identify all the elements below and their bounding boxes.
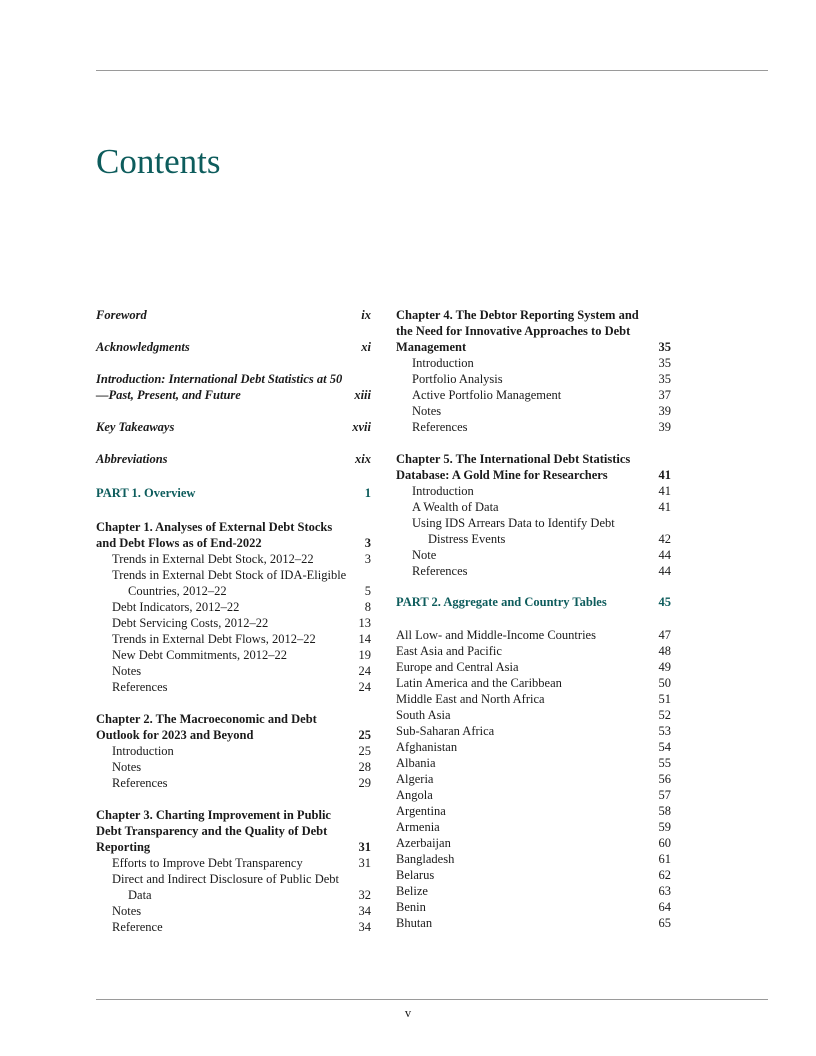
toc-subentry[interactable] xyxy=(96,679,371,695)
entry-title: Introduction xyxy=(412,484,474,498)
entry-title: References xyxy=(112,680,168,694)
toc-subentry[interactable] xyxy=(96,663,371,679)
entry-title: Europe and Central Asia xyxy=(396,660,519,674)
entry-page: 58 xyxy=(658,804,671,818)
toc-entry-acknowledgments[interactable] xyxy=(96,339,371,355)
entry-page: 35 xyxy=(658,356,671,370)
toc-subentry[interactable] xyxy=(96,871,371,903)
part-title: PART 1. Overview xyxy=(96,486,196,500)
toc-subentry[interactable] xyxy=(96,631,371,647)
entry-page: 62 xyxy=(658,868,671,882)
top-rule xyxy=(96,70,768,71)
entry-page: 56 xyxy=(658,772,671,786)
entry-page: 41 xyxy=(658,484,671,498)
toc-entry-table[interactable] xyxy=(396,803,671,819)
entry-title: Notes xyxy=(112,904,142,918)
entry-title: Belize xyxy=(396,884,428,898)
toc-right-column xyxy=(396,307,671,931)
entry-page: 1 xyxy=(364,486,371,500)
entry-page: 55 xyxy=(658,756,671,770)
entry-page: xi xyxy=(361,340,371,354)
entry-title: Trends in External Debt Stock, 2012–22 xyxy=(112,552,314,566)
entry-title: References xyxy=(412,564,468,578)
entry-page: 34 xyxy=(358,904,371,918)
entry-page: 25 xyxy=(358,744,371,758)
entry-page: 47 xyxy=(658,628,671,642)
toc-entry-table[interactable] xyxy=(396,819,671,835)
page-number: v xyxy=(404,1006,412,1020)
entry-page: 48 xyxy=(658,644,671,658)
toc-entry-table[interactable] xyxy=(396,755,671,771)
toc-left-column xyxy=(96,307,371,935)
entry-page: xvii xyxy=(352,420,371,434)
entry-title: Azerbaijan xyxy=(396,836,451,850)
entry-title: Bangladesh xyxy=(396,852,455,866)
entry-title: Using IDS Arrears Data to Identify Debt Distress Events xyxy=(412,516,615,546)
entry-title: Afghanistan xyxy=(396,740,458,754)
entry-page: 32 xyxy=(358,888,371,902)
entry-title: Active Portfolio Management xyxy=(412,388,562,402)
entry-page: 49 xyxy=(658,660,671,674)
toc-entry-chapter-2[interactable] xyxy=(96,711,371,743)
entry-title: Sub-Saharan Africa xyxy=(396,724,495,738)
bottom-rule xyxy=(96,999,768,1000)
toc-subentry[interactable] xyxy=(396,483,671,499)
toc-subentry[interactable] xyxy=(96,551,371,567)
entry-page: 35 xyxy=(658,340,671,354)
toc-entry-chapter-3[interactable] xyxy=(96,807,371,855)
entry-page: 3 xyxy=(364,536,371,550)
entry-title: Albania xyxy=(396,756,436,770)
toc-entry-table[interactable] xyxy=(396,739,671,755)
entry-title: Latin America and the Caribbean xyxy=(396,676,562,690)
toc-subentry[interactable] xyxy=(396,371,671,387)
toc-entry-introduction[interactable] xyxy=(96,371,371,403)
entry-title: A Wealth of Data xyxy=(412,500,499,514)
toc-subentry[interactable] xyxy=(96,615,371,631)
entry-page: xiii xyxy=(354,388,371,402)
toc-entry-table[interactable] xyxy=(396,675,671,691)
entry-page: 54 xyxy=(658,740,671,754)
toc-entry-part-2[interactable] xyxy=(396,594,671,610)
entry-page: 31 xyxy=(358,840,371,854)
toc-subentry[interactable] xyxy=(96,567,371,599)
entry-title: Benin xyxy=(396,900,426,914)
toc-subentry[interactable] xyxy=(396,403,671,419)
toc-entry-foreword[interactable] xyxy=(96,307,371,323)
entry-title: Introduction xyxy=(112,744,174,758)
entry-page: 64 xyxy=(658,900,671,914)
toc-subentry[interactable] xyxy=(96,759,371,775)
chapter-title: Chapter 5. The International Debt Statistics Database: A Gold Mine for Researchers xyxy=(396,452,631,482)
toc-entry-table[interactable] xyxy=(396,835,671,851)
entry-page: 19 xyxy=(358,648,371,662)
entry-title: Debt Servicing Costs, 2012–22 xyxy=(112,616,269,630)
toc-entry-key-takeaways[interactable] xyxy=(96,419,371,435)
chapter-title: Chapter 1. Analyses of External Debt Stocks and Debt Flows as of End-2022 xyxy=(96,520,333,550)
toc-entry-table[interactable] xyxy=(396,691,671,707)
entry-title: Middle East and North Africa xyxy=(396,692,545,706)
toc-entry-table[interactable] xyxy=(396,915,671,931)
toc-entry-chapter-5[interactable] xyxy=(396,451,671,483)
entry-page: 13 xyxy=(358,616,371,630)
toc-subentry[interactable] xyxy=(396,547,671,563)
toc-entry-table[interactable] xyxy=(396,659,671,675)
entry-page: 31 xyxy=(358,856,371,870)
toc-subentry[interactable] xyxy=(96,647,371,663)
chapter-title: Chapter 4. The Debtor Reporting System and the Need for Innovative Approaches to Debt Management xyxy=(396,308,639,354)
toc-subentry[interactable] xyxy=(396,499,671,515)
toc-subentry[interactable] xyxy=(396,563,671,579)
chapter-title: Chapter 2. The Macroeconomic and Debt Outlook for 2023 and Beyond xyxy=(96,712,317,742)
entry-title: References xyxy=(412,420,468,434)
toc-entry-chapter-4[interactable] xyxy=(396,307,671,355)
entry-title: Algeria xyxy=(396,772,434,786)
page-title: Contents xyxy=(96,142,221,181)
toc-entry-table[interactable] xyxy=(396,707,671,723)
entry-page: 24 xyxy=(358,664,371,678)
entry-page: 60 xyxy=(658,836,671,850)
entry-page: ix xyxy=(361,308,371,322)
entry-page: 34 xyxy=(358,920,371,934)
toc-subentry[interactable] xyxy=(96,775,371,791)
country-table-list xyxy=(396,627,671,931)
entry-page: 50 xyxy=(658,676,671,690)
entry-page: 51 xyxy=(658,692,671,706)
toc-entry-part-1[interactable] xyxy=(96,485,371,501)
entry-page: 35 xyxy=(658,372,671,386)
entry-title: Reference xyxy=(112,920,163,934)
part-title: PART 2. Aggregate and Country Tables xyxy=(396,595,607,609)
entry-page: xix xyxy=(355,452,371,466)
entry-page: 25 xyxy=(358,728,371,742)
entry-page: 41 xyxy=(658,500,671,514)
entry-title: Note xyxy=(412,548,437,562)
entry-page: 3 xyxy=(364,552,371,566)
toc-subentry[interactable] xyxy=(96,599,371,615)
entry-title: Trends in External Debt Flows, 2012–22 xyxy=(112,632,316,646)
entry-title: New Debt Commitments, 2012–22 xyxy=(112,648,287,662)
toc-subentry[interactable] xyxy=(396,419,671,435)
toc-subentry[interactable] xyxy=(96,919,371,935)
entry-page: 63 xyxy=(658,884,671,898)
entry-title: Direct and Indirect Disclosure of Public Debt Data xyxy=(112,872,340,902)
toc-subentry[interactable] xyxy=(96,855,371,871)
entry-page: 8 xyxy=(364,600,371,614)
entry-title: Notes xyxy=(412,404,442,418)
entry-page: 44 xyxy=(658,548,671,562)
entry-title: East Asia and Pacific xyxy=(396,644,502,658)
entry-page: 37 xyxy=(658,388,671,402)
toc-subentry[interactable] xyxy=(396,515,671,547)
toc-entry-table[interactable] xyxy=(396,883,671,899)
entry-title: All Low- and Middle-Income Countries xyxy=(396,628,596,642)
entry-page: 42 xyxy=(658,532,671,546)
entry-page: 57 xyxy=(658,788,671,802)
entry-page: 61 xyxy=(658,852,671,866)
entry-title: Trends in External Debt Stock of IDA-Eligible Countries, 2012–22 xyxy=(112,568,347,598)
toc-entry-abbreviations[interactable] xyxy=(96,451,371,467)
entry-page: 39 xyxy=(658,420,671,434)
entry-page: 5 xyxy=(364,584,371,598)
chapter-title: Chapter 3. Charting Improvement in Public Debt Transparency and the Quality of Debt Reporting xyxy=(96,808,331,854)
entry-page: 29 xyxy=(358,776,371,790)
entry-title: Foreword xyxy=(96,308,147,322)
toc-subentry[interactable] xyxy=(96,903,371,919)
toc-entry-table[interactable] xyxy=(396,787,671,803)
toc-entry-table[interactable] xyxy=(396,627,671,643)
toc-entry-table[interactable] xyxy=(396,851,671,867)
toc-entry-table[interactable] xyxy=(396,723,671,739)
entry-page: 52 xyxy=(658,708,671,722)
toc-entry-table[interactable] xyxy=(396,899,671,915)
entry-title: Abbreviations xyxy=(96,452,168,466)
entry-title: Notes xyxy=(112,664,142,678)
entry-title: References xyxy=(112,776,168,790)
toc-subentry[interactable] xyxy=(96,743,371,759)
entry-page: 53 xyxy=(658,724,671,738)
entry-page: 24 xyxy=(358,680,371,694)
toc-subentry[interactable] xyxy=(396,355,671,371)
entry-title: Belarus xyxy=(396,868,435,882)
entry-title: Introduction xyxy=(412,356,474,370)
entry-page: 65 xyxy=(658,916,671,930)
entry-title: Angola xyxy=(396,788,433,802)
entry-page: 44 xyxy=(658,564,671,578)
entry-title: Key Takeaways xyxy=(96,420,175,434)
entry-page: 59 xyxy=(658,820,671,834)
entry-page: 45 xyxy=(658,595,671,609)
entry-title: Acknowledgments xyxy=(96,340,190,354)
toc-entry-table[interactable] xyxy=(396,771,671,787)
entry-page: 14 xyxy=(358,632,371,646)
toc-subentry[interactable] xyxy=(396,387,671,403)
entry-page: 28 xyxy=(358,760,371,774)
toc-entry-table[interactable] xyxy=(396,643,671,659)
toc-entry-table[interactable] xyxy=(396,867,671,883)
entry-title: Debt Indicators, 2012–22 xyxy=(112,600,240,614)
entry-title: Bhutan xyxy=(396,916,433,930)
entry-title: Portfolio Analysis xyxy=(412,372,503,386)
entry-title: Efforts to Improve Debt Transparency xyxy=(112,856,303,870)
entry-title: Notes xyxy=(112,760,142,774)
entry-title: South Asia xyxy=(396,708,451,722)
entry-title: Argentina xyxy=(396,804,446,818)
toc-entry-chapter-1[interactable] xyxy=(96,519,371,551)
entry-page: 39 xyxy=(658,404,671,418)
entry-page: 41 xyxy=(658,468,671,482)
entry-title: Armenia xyxy=(396,820,440,834)
entry-title: Introduction: International Debt Statistics at 50—Past, Present, and Future xyxy=(96,372,343,402)
